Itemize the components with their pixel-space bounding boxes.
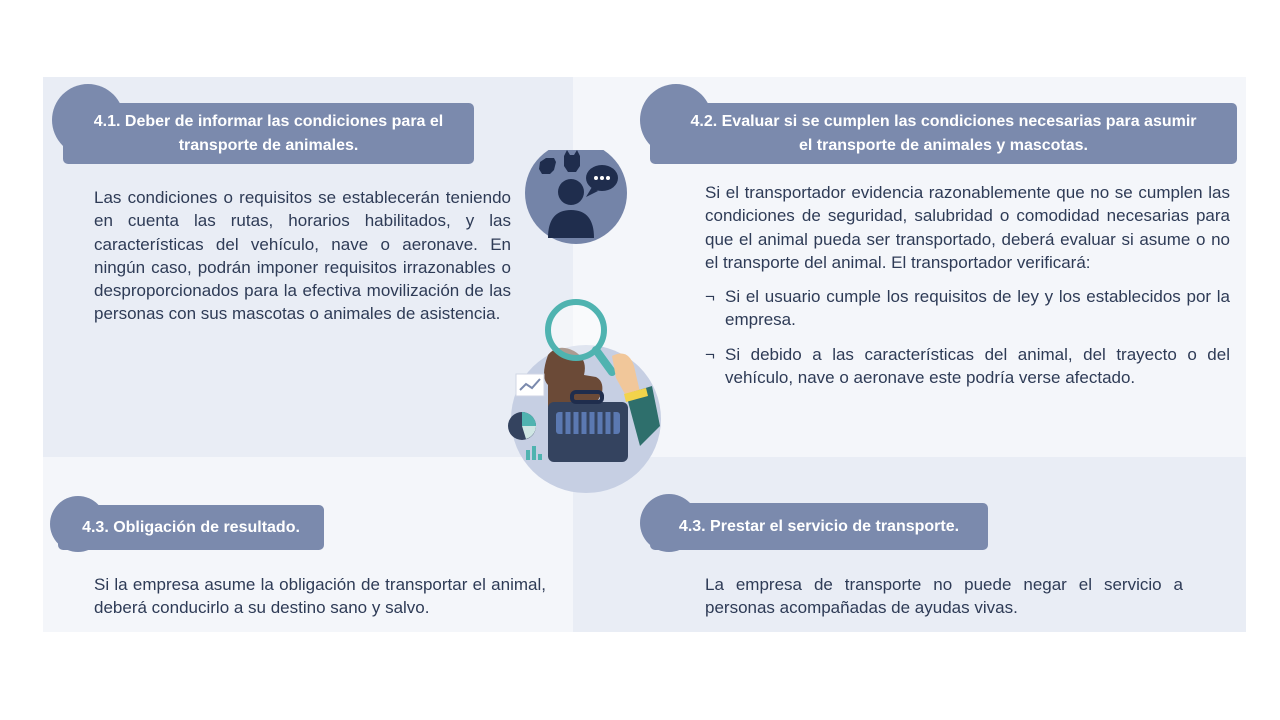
body-4-1-text: Las condiciones o requisitos se establecerán teniendo en cuenta las rutas, horarios habilitados, y las características del vehículo, nave o aeronave. En ningún caso, podrán imponer requisitos irrazonables o desproporcionados para la efectiva movilización de las personas con sus mascotas o animales de asistencia. <box>94 188 511 324</box>
bullet-item <box>705 285 1230 332</box>
bullet-text: Si el usuario cumple los requisitos de ley y los establecidos por la empresa. <box>725 287 1230 330</box>
body-4-2-text: Si el transportador evidencia razonablemente que no se cumplen las condiciones de seguridad, salubridad o comodidad necesarias para que el animal pueda ser transportado, deberá evaluar si asume o no el transporte del animal. El transportador verificará: <box>705 183 1230 272</box>
heading-4-3-prestar-text: 4.3. Prestar el servicio de transporte. <box>678 517 960 535</box>
bullet-item <box>705 343 1230 390</box>
body-4-3-obligacion <box>94 573 546 620</box>
bullet-mark: ¬ <box>705 344 715 364</box>
center-illustration <box>500 150 670 500</box>
bullet-text: Si debido a las características del animal, del trayecto o del vehículo, nave o aeronave este podría verse afectado. <box>725 344 1230 388</box>
body-4-3-obligacion-text: Si la empresa asume la obligación de transportar el animal, deberá conducirlo a su destino sano y salvo. <box>94 575 546 618</box>
body-4-3-prestar-text: La empresa de transporte no puede negar el servicio a personas acompañadas de ayudas vivas. <box>705 575 1183 618</box>
body-4-2 <box>705 181 1230 389</box>
heading-4-3-obligacion-text: 4.3. Obligación de resultado. <box>82 518 300 536</box>
body-4-1 <box>94 186 511 326</box>
heading-4-2-line1: 4.2. Evaluar si se cumplen las condiciones necesarias para asumir <box>690 112 1197 130</box>
person-speech-bubble-icon <box>525 150 627 244</box>
pet-carrier-magnifier-icon <box>508 302 661 493</box>
bullet-mark: ¬ <box>705 287 715 307</box>
heading-4-2-line2: el transporte de animales y mascotas. <box>798 136 1088 154</box>
body-4-3-prestar <box>705 573 1183 620</box>
heading-4-1-line2: transporte de animales. <box>178 136 359 154</box>
heading-4-1-line1: 4.1. Deber de informar las condiciones para el <box>93 112 444 130</box>
